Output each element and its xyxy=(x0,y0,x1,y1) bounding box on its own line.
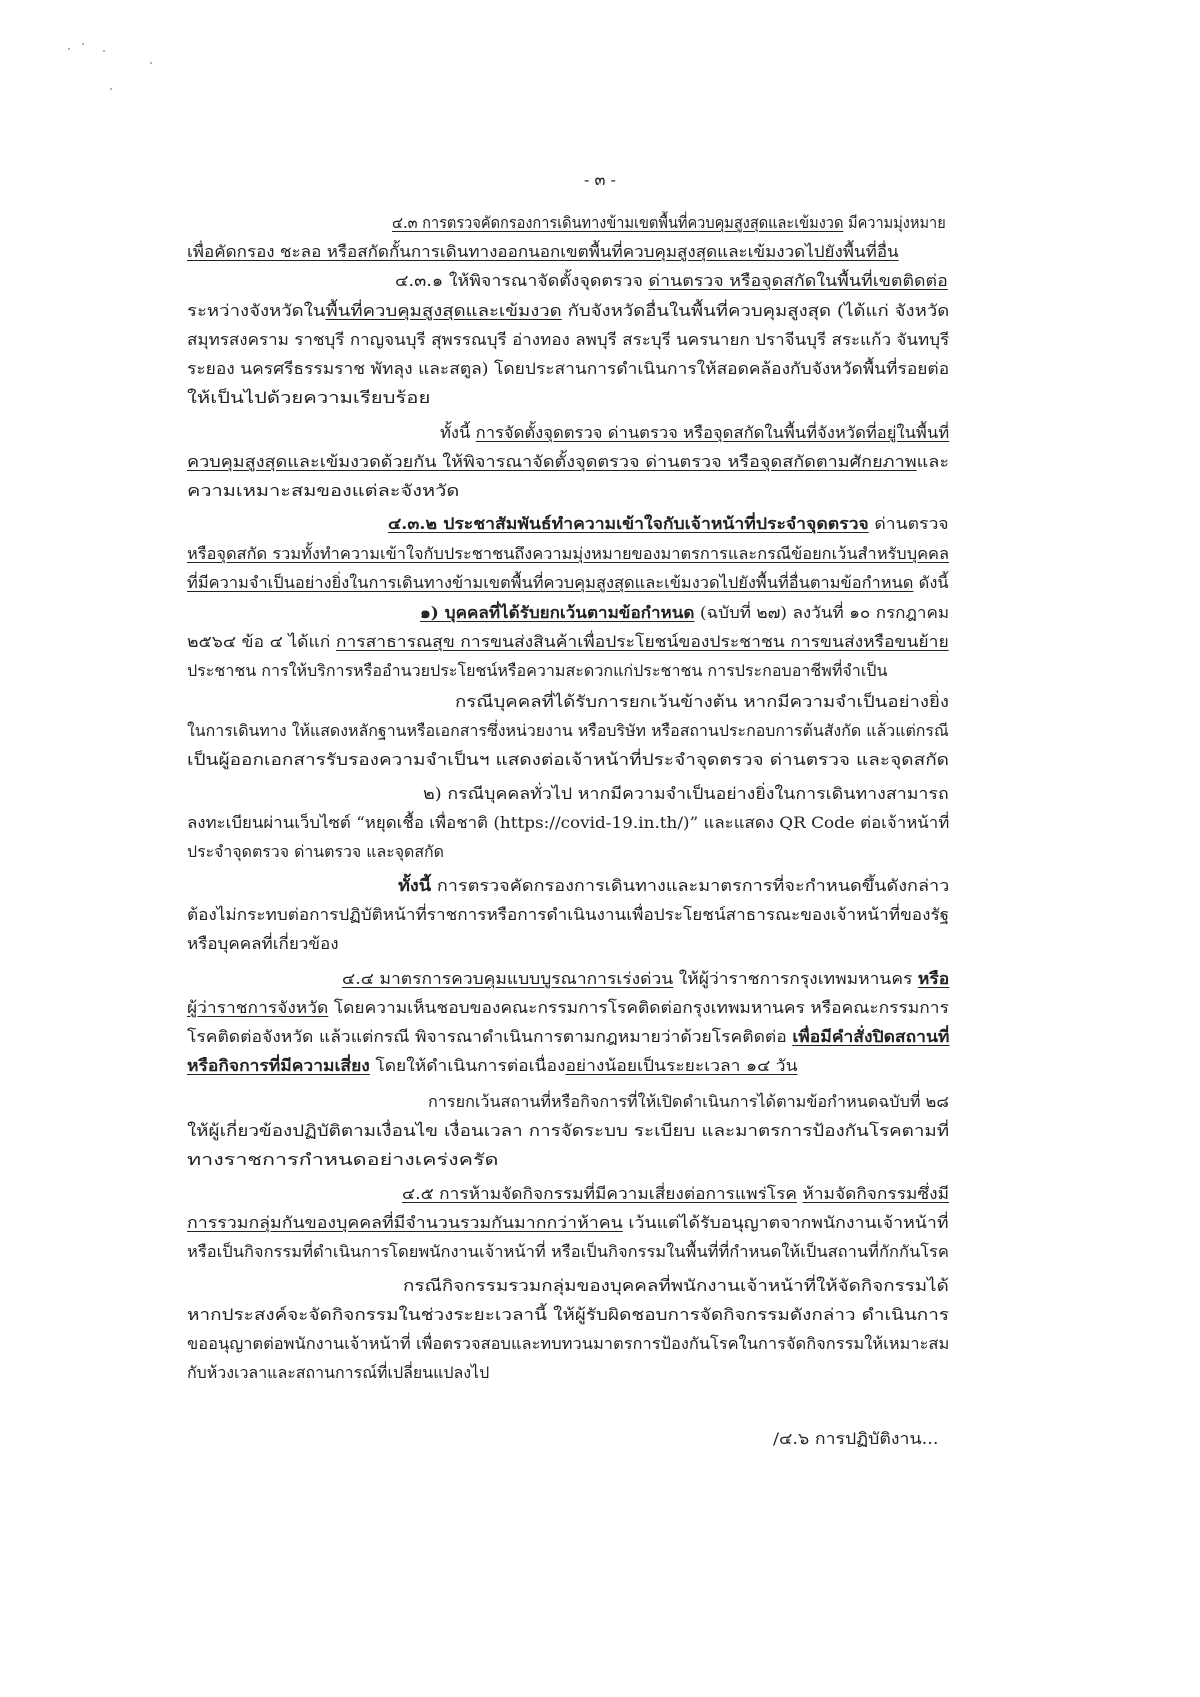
section-4-4-note-line-2: ให้ผู้เกี่ยวข้องปฏิบัติตามเงื่อนไข เงื่อนเวลา การจัดระบบ ระเบียบ และมาตรการป้องกันโรคตามที่ xyxy=(187,1121,950,1140)
item-4-3-1-line-1: ๔.๓.๑ ให้พิจารณาจัดตั้งจุดตรวจ ด่านตรวจ หรือจุดสกัดในพื้นที่เขตติดต่อ xyxy=(395,271,948,290)
section-4-5-note-line-2: หากประสงค์จะจัดกิจกรรมในช่วงระยะเวลานี้ ให้ผู้รับผิดชอบการจัดกิจกรรมดังกล่าว ดำเนินการ xyxy=(187,1305,950,1324)
item-4-3-1-note-line-1: ทั้งนี้ การจัดตั้งจุดตรวจ ด่านตรวจ หรือจุดสกัดในพื้นที่จังหวัดที่อยู่ในพื้นที่ xyxy=(440,423,950,442)
scan-speck xyxy=(110,88,112,90)
item-4-3-2-line-3: ที่มีความจำเป็นอย่างยิ่งในการเดินทางข้ามเขตพื้นที่ควบคุมสูงสุดและเข้มงวดไปยังพื้นที่อื่นตามข้อกำหนด ดังนี้ xyxy=(187,573,949,592)
item-2-line-3: ประจำจุดตรวจ ด่านตรวจ และจุดสกัด xyxy=(187,842,444,861)
item-1-note-line-2: ในการเดินทาง ให้แสดงหลักฐานหรือเอกสารซึ่งหน่วยงาน หรือบริษัท หรือสถานประกอบการต้นสังกัด แล้วแต่กรณี xyxy=(187,721,949,740)
item-2-line-2: ลงทะเบียนผ่านเว็บไซต์ “หยุดเชื้อ เพื่อชาติ (https://covid-19.in.th/)” และแสดง QR Code ต่อเจ้าหน้าที่ xyxy=(187,813,950,832)
page-number: - ๓ - xyxy=(584,170,616,189)
section-4-4-line-3: โรคติดต่อจังหวัด แล้วแต่กรณี พิจารณาดำเนินการตามกฎหมายว่าด้วยโรคติดต่อ เพื่อมีคำสั่งปิดสถานที่ xyxy=(187,1027,950,1046)
note-line-1: ทั้งนี้ การตรวจคัดกรองการเดินทางและมาตรการที่จะกำหนดขึ้นดังกล่าว xyxy=(398,876,950,895)
section-4-3-heading-line: ๔.๓ การตรวจคัดกรองการเดินทางข้ามเขตพื้นที่ควบคุมสูงสุดและเข้มงวด มีความมุ่งหมาย xyxy=(392,213,946,232)
item-1-line-2: ๒๕๖๔ ข้อ ๔ ได้แก่ การสาธารณสุข การขนส่งสินค้าเพื่อประโยชน์ของประชาชน การขนส่งหรือขนย้าย xyxy=(187,632,949,651)
section-4-3-line-2: เพื่อคัดกรอง ชะลอ หรือสกัดกั้นการเดินทางออกนอกเขตพื้นที่ควบคุมสูงสุดและเข้มงวดไปยังพื้นที่อื่น xyxy=(187,242,899,261)
item-1-note-line-3: เป็นผู้ออกเอกสารรับรองความจำเป็นฯ แสดงต่อเจ้าหน้าที่ประจำจุดตรวจ ด่านตรวจ และจุดสกัด xyxy=(187,750,950,769)
scan-speck xyxy=(82,43,84,45)
section-4-4-note-line-1: การยกเว้นสถานที่หรือกิจการที่ให้เปิดดำเนินการได้ตามข้อกำหนดฉบับที่ ๒๘ xyxy=(428,1092,949,1111)
item-4-3-1-note-line-2: ควบคุมสูงสุดและเข้มงวดด้วยกัน ให้พิจารณาจัดตั้งจุดตรวจ ด่านตรวจ หรือจุดสกัดตามศักยภาพและ xyxy=(187,452,950,471)
item-1-line-1: ๑) บุคคลที่ได้รับยกเว้นตามข้อกำหนด (ฉบับที่ ๒๗) ลงวันที่ ๑๐ กรกฎาคม xyxy=(420,603,950,622)
item-4-3-2-line-2: หรือจุดสกัด รวมทั้งทำความเข้าใจกับประชาชนถึงความมุ่งหมายของมาตรการและกรณีข้อยกเว้นสำหรับบุคคล xyxy=(187,544,950,563)
item-4-3-1-line-3: สมุทรสงคราม ราชบุรี กาญจนบุรี สุพรรณบุรี อ่างทอง ลพบุรี สระบุรี นครนายก ปราจีนบุรี สระแก้ว จันทบุรี xyxy=(187,330,950,349)
item-1-note-line-1: กรณีบุคคลที่ได้รับการยกเว้นข้างต้น หากมีความจำเป็นอย่างยิ่ง xyxy=(455,692,949,711)
item-4-3-2-line-1: ๔.๓.๒ ประชาสัมพันธ์ทำความเข้าใจกับเจ้าหน้าที่ประจำจุดตรวจ ด่านตรวจ xyxy=(388,514,949,533)
section-4-4-note-line-3: ทางราชการกำหนดอย่างเคร่งครัด xyxy=(187,1150,499,1169)
item-4-3-1-line-2: ระหว่างจังหวัดในพื้นที่ควบคุมสูงสุดและเข้มงวด กับจังหวัดอื่นในพื้นที่ควบคุมสูงสุด (ได้แก่ จังหวัด xyxy=(187,301,950,320)
item-4-3-1-line-5: ให้เป็นไปด้วยความเรียบร้อย xyxy=(187,388,431,407)
section-4-5-line-1: ๔.๕ การห้ามจัดกิจกรรมที่มีความเสี่ยงต่อการแพร่โรค ห้ามจัดกิจกรรมซึ่งมี xyxy=(402,1184,949,1203)
continuation-marker: /๔.๖ การปฏิบัติงาน... xyxy=(773,1429,939,1448)
section-4-5-line-2: การรวมกลุ่มกันของบุคคลที่มีจำนวนรวมกันมากกว่าห้าคน เว้นแต่ได้รับอนุญาตจากพนักงานเจ้าหน้าที่ xyxy=(187,1213,949,1232)
scan-speck xyxy=(103,50,105,52)
item-4-3-1-note-line-3: ความเหมาะสมของแต่ละจังหวัด xyxy=(187,481,460,500)
section-4-5-note-line-1: กรณีกิจกรรมรวมกลุ่มของบุคคลที่พนักงานเจ้าหน้าที่ให้จัดกิจกรรมได้ xyxy=(403,1276,949,1295)
item-2-line-1: ๒) กรณีบุคคลทั่วไป หากมีความจำเป็นอย่างยิ่งในการเดินทางสามารถ xyxy=(423,784,949,803)
item-1-line-3: ประชาชน การให้บริการหรืออำนวยประโยชน์หรือความสะดวกแก่ประชาชน การประกอบอาชีพที่จำเป็น xyxy=(187,661,888,680)
section-4-5-note-line-3: ขออนุญาตต่อพนักงานเจ้าหน้าที่ เพื่อตรวจสอบและทบทวนมาตรการป้องกันโรคในการจัดกิจกรรมให้เหมาะสม xyxy=(187,1334,950,1353)
section-4-4-line-4: หรือกิจการที่มีความเสี่ยง โดยให้ดำเนินการต่อเนื่องอย่างน้อยเป็นระยะเวลา ๑๔ วัน xyxy=(187,1056,798,1075)
note-line-2: ต้องไม่กระทบต่อการปฏิบัติหน้าที่ราชการหรือการดำเนินงานเพื่อประโยชน์สาธารณะของเจ้าหน้าที่ของรัฐ xyxy=(187,905,950,924)
scan-speck xyxy=(150,62,152,64)
scan-speck xyxy=(68,48,70,50)
section-4-5-line-3: หรือเป็นกิจกรรมที่ดำเนินการโดยพนักงานเจ้าหน้าที่ หรือเป็นกิจกรรมในพื้นที่ที่กำหนดให้เป็นสถานที่กักกันโรค xyxy=(187,1242,949,1261)
section-4-5-note-line-4: กับห้วงเวลาและสถานการณ์ที่เปลี่ยนแปลงไป xyxy=(187,1363,490,1382)
section-4-4-line-1: ๔.๔ มาตรการควบคุมแบบบูรณาการเร่งด่วน ให้ผู้ว่าราชการกรุงเทพมหานคร หรือ xyxy=(342,969,950,988)
item-4-3-1-line-4: ระยอง นครศรีธรรมราช พัทลุง และสตูล) โดยประสานการดำเนินการให้สอดคล้องกับจังหวัดพื้นที่รอยต่อ xyxy=(187,359,950,378)
note-line-3: หรือบุคคลที่เกี่ยวข้อง xyxy=(187,934,339,953)
section-4-4-line-2: ผู้ว่าราชการจังหวัด โดยความเห็นชอบของคณะกรรมการโรคติดต่อกรุงเทพมหานคร หรือคณะกรรมการ xyxy=(187,998,949,1017)
